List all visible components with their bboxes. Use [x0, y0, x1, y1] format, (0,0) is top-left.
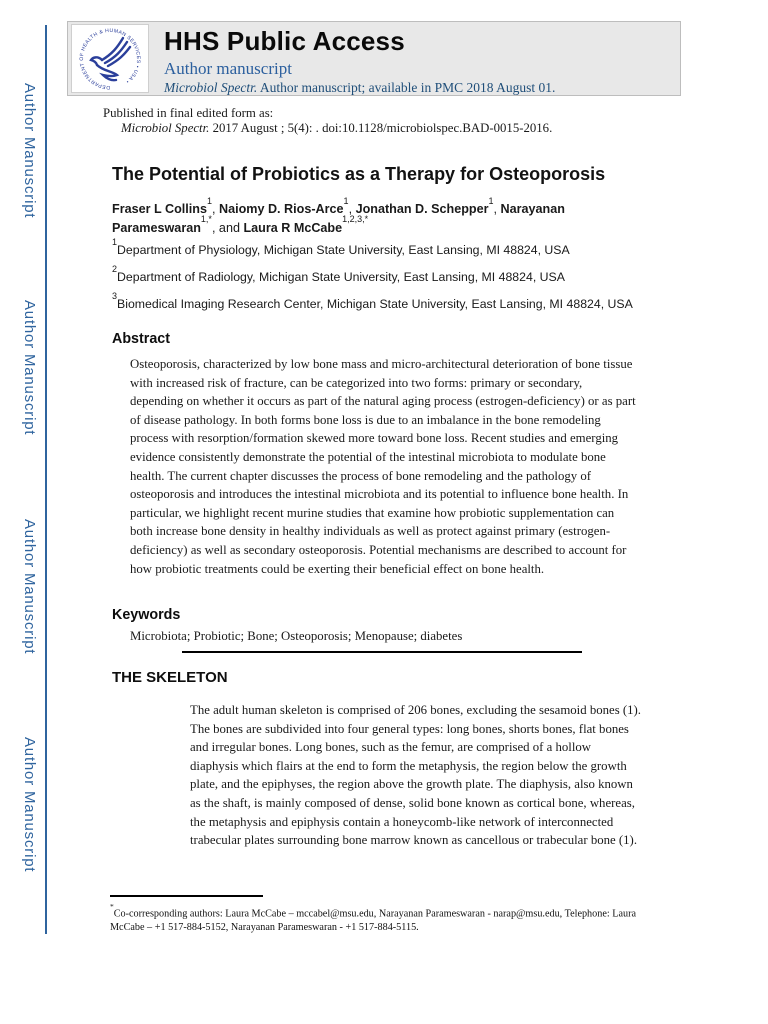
footnote-rule — [110, 895, 263, 897]
author: Fraser L Collins$^1$, — [112, 195, 219, 216]
journal-name: Microbiol Spectr. — [164, 80, 258, 95]
keywords-heading: Keywords — [112, 607, 181, 623]
sidebar-watermark: Author Manuscript — [21, 300, 38, 436]
hhs-eagle-icon — [78, 27, 142, 91]
svg-text:DEPARTMENT OF HEALTH & HUMAN S: DEPARTMENT OF HEALTH & HUMAN SERVICES • USA • — [78, 27, 142, 90]
corresponding-author-footnote — [110, 903, 660, 934]
published-as-label: Published in final edited form as: — [103, 106, 274, 120]
author: Laura R McCabe$^{1,2,3,*}$ — [243, 214, 369, 235]
header-availability — [164, 80, 669, 96]
citation-detail: 2017 August ; 5(4): . doi:10.1128/microbiolspec.BAD-0015-2016. — [209, 121, 553, 135]
author: Jonathan D. Schepper$^1$, — [355, 195, 501, 216]
citation-line — [121, 121, 552, 136]
sidebar-watermark: Author Manuscript — [21, 519, 38, 655]
sidebar-watermark: Author Manuscript — [21, 83, 38, 219]
header-subtitle: Author manuscript — [164, 59, 292, 78]
pmc-header-banner — [67, 21, 681, 96]
header-title: HHS Public Access — [164, 26, 405, 56]
affiliation: $^2$Department of Radiology, Michigan State University, East Lansing, MI 48824, USA — [112, 263, 565, 284]
citation-journal: Microbiol Spectr. — [121, 121, 210, 135]
availability-text: Author manuscript; available in PMC 2018 August 01. — [257, 80, 556, 95]
author-list — [112, 195, 657, 237]
abstract-text: Osteoporosis, characterized by low bone mass and micro-architectural deterioration of bone tissue with increased risk of fracture, can be categorized into two forms: primary or secondary, depending on whether it occurs as part of the natural aging process (estrogen-deficiency) or as part of disease pathology. In both forms bone loss is due to an imbalance in the bone remodeling process with resorption/formation skewed more toward bone loss. Recent studies and emerging evidence consistently demonstrate the potential of the intestinal microbiota to modulate bone health. The current chapter discusses the process of bone remodeling and the pathology of osteoporosis and introduces the intestinal microbiota and its potential to influence bone health. In particular, we highlight recent murine studies that examine how probiotic supplementation can both increase bone density in healthy individuals as well as protect against primary (estrogen-deficiency) as well as secondary osteoporosis. Potential mechanisms are described to account for how probiotic treatments could be exerting their beneficial effect on bone health. — [130, 357, 636, 576]
section-heading: THE SKELETON — [112, 669, 228, 686]
affiliation: $^1$Department of Physiology, Michigan State University, East Lansing, MI 48824, USA — [112, 236, 570, 257]
hhs-logo — [71, 24, 149, 93]
section-body: The adult human skeleton is comprised of 206 bones, excluding the sesamoid bones (1). The bones are subdivided into four general types: long bones, shorts bones, flat bones and irregular bones. Long bones, such as the femur, are comprised of a hollow diaphysis which flairs at the end to form the metaphysis, the region below the growth plate, and the epiphyses, the region above the growth plate. The diaphysis, also known as the shaft, is mainly composed of dense, solid bone known as cortical bone, whereas, the metaphysis and epiphysis contain a honeycomb-like network of interconnected trabecular plates surrounding bone marrow known as cancellous or trabecular bone (1). — [190, 703, 641, 848]
author: Narayanan Parameswaran$^{1,*}$, and — [112, 202, 565, 235]
keywords-rule — [182, 651, 582, 653]
sidebar-watermark: Author Manuscript — [21, 737, 38, 873]
author: Naiomy D. Rios-Arce$^1$, — [218, 195, 356, 216]
footnote-text: Co-corresponding authors: Laura McCabe – mccabel@msu.edu, Narayanan Parameswaran - narap@msu.edu, Telephone: Laura McCabe – +1 517-884-5152, Narayanan Parameswaran - +1 517-884-5115. — [110, 908, 636, 933]
keywords-text: Microbiota; Probiotic; Bone; Osteoporosis; Menopause; diabetes — [130, 629, 463, 643]
abstract-heading: Abstract — [112, 331, 170, 347]
footnote-marker: * — [110, 902, 114, 911]
article-title: The Potential of Probiotics as a Therapy for Osteoporosis — [112, 164, 606, 184]
affiliation: $^3$Biomedical Imaging Research Center, Michigan State University, East Lansing, MI 48824, USA — [112, 290, 633, 311]
sidebar-divider-line — [45, 25, 47, 934]
